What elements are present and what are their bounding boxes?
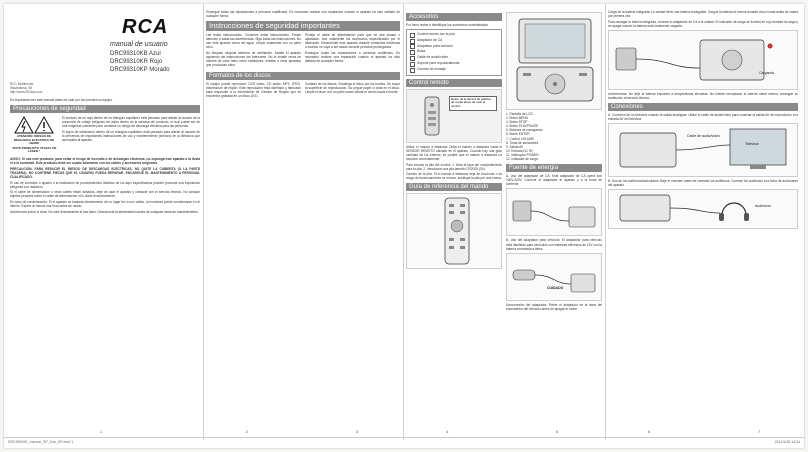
accessory-item: Soporte para reposacabezas [410,61,498,67]
page-divider [203,4,204,440]
page-number: 3 [356,429,359,434]
accessory-list [406,29,502,76]
paragraph: Cuidado de los discos: Sostenga el disco por los bordes. No toque la superficie de reproducción. No pegue papel ni cinta en el disco. Limpie el disco con un paño suave desde el centro hacia el borde. [305,81,400,95]
remote-buttons-figure [406,193,502,269]
paragraph: Si el cable de alimentación u otros cables están dañados, deje de usar el aparato y contacte con el servicio técnico. No coloque objetos pesados sobre el cable de alimentación ni lo doble excesivamente. [10,190,200,199]
caution-label: CUIDADO [547,285,564,290]
page-number: 4 [446,429,449,434]
section-header-disc-formats: Formatos de los discos [206,72,400,80]
headphones-icon [610,191,796,225]
dvd-player-icon [509,15,601,107]
battery-charging-figure [608,30,798,90]
paragraph: Proteja el cable de alimentación para que no sea pisado o aplastado. Use solamente los accesorios especificados por el fabricante. Desenchufe este aparato durante tormentas eléctricas o cuando no vaya a ser usado durante periodos prolongados. [305,33,400,50]
section-header-instructions: Instrucciones de seguridad importantes [206,21,400,31]
paragraph: El signo de admiración dentro de un triángulo equilátero está pensado para alertar al usuario de la presencia de importantes instrucciones de uso y mantenimiento (servicio) en la literatura que acompaña al aparato. [62,129,200,143]
checkbox-icon [410,50,415,55]
accessory-item: Control remoto con la pila [410,32,498,38]
panel-remote-unit [406,10,602,434]
brand-logo: RCA [122,16,169,38]
paragraph: A. Conexión de un televisor usando la salida analógica: Utilice el cable de audio/vídeo para conectar la salida AV del reproductor a la entrada AV del televisor. [608,113,798,122]
two-column-text [206,33,400,69]
section-header-power: Fuente de energía [506,164,602,172]
list-item: 11. Interruptor POWER [506,152,539,157]
accessory-item: Adaptador para vehículo [410,44,498,50]
paragraph: Desconexión del adaptador: Retire el adaptador de la toma del encendedor del vehículo antes de apagar el motor. [506,302,602,311]
car-adapter-figure [506,253,602,301]
section-header-precautions: Precauciones de seguridad [10,105,200,113]
av-cable-label: Cable de audio/vídeo [687,134,721,139]
list-item: 2. Botón MENU [506,116,529,121]
tv-label: Televisor [745,142,759,147]
paragraph: No bloquee ninguna abertura de ventilación. Instale el aparato siguiendo las instrucciones del fabricante. No lo instale cerca de fuentes de calor tales como radiadores, estufas u otros aparatos que produzcan calor. [206,51,301,68]
tv-connection-figure [608,123,798,177]
paragraph: Para recargar la batería integrada, conecte el adaptador de CA a la unidad. El indicador de carga se ilumina en rojo durante la carga y se apaga cuando la batería está totalmente cargada. [608,19,798,28]
manual-title: manual de usuario [110,41,168,48]
lightning-warning-icon [14,116,54,134]
warning-caption: ATENCIÓN: RIESGO DE DESCARGA ELÉCTRICA NO ABRIR [13,134,55,146]
paragraph: PRECAUCIÓN: PARA REDUCIR EL RIESGO DE DESCARGAS ELÉCTRICAS, NO QUITE LA CUBIERTA (O LA PARTE TRASERA). NO CONTIENE PIEZAS QUE EL USUARIO PUEDA REPARAR. ENCARGUE EL MANTENIMIENTO A PERSONAL CUALIFICADO. [10,166,200,179]
remote-diagram-icon [437,196,477,266]
paragraph: Encargue todas las reparaciones a personal cualificado. Es necesario realizar una reparación cuando el aparato ha sido dañado de cualquier forma. [305,51,400,64]
panel-safety [206,10,400,434]
page-divider [403,4,404,440]
paragraph: B. Uso de los audífonos/auriculares: Baje el volumen antes de conectar los audífonos. Conecte los audífonos a la toma de auriculares del aparato. [608,179,798,188]
paragraph: B. Uso del adaptador para vehículo: El adaptador para vehículo está diseñado para vehículos con sistemas eléctricos de 12V con la batería conectada a tierra. [506,238,602,251]
list-item: 8. Toma de auriculares [506,140,539,145]
ac-adapter-figure [506,188,602,236]
model-item: DRC99310KB Azul [110,51,161,57]
list-item: 9. Salida AV [506,144,524,149]
paragraph: Cambio de la pila: Si el mando a distancia deja de funcionar o su rango de funcionamiento se reduce, sustituya la pila por una nueva. [406,172,502,181]
page-number: 1 [100,429,103,434]
list-item: 10. Entrada DC 9V [506,148,533,153]
accessory-item: Bolsa [410,49,498,55]
list-item: 3. Botón STOP [506,120,528,125]
ac-adapter-icon [509,191,599,233]
cover-tagline: Es importante leer este manual antes de usar por vez primera su equipo. [10,98,113,102]
list-item: 7. Control VOLUME [506,136,535,141]
paragraph: En caso de condensación: Si el aparato se traslada directamente de un lugar frío a uno cálido, la humedad puede condensarse en el interior. Espere al menos una hora antes de usarlo. [10,199,200,208]
section-header-accessories: Accesorios [406,13,502,21]
address-line: Wauwatosa, WI [10,86,33,90]
paragraph: Advertencia sobre la vista: No mire directamente al haz láser. Desconecte la alimentación antes de cualquier tarea de mantenimiento. [10,209,199,214]
checkbox-icon [410,68,415,73]
footer-date: 2012/1/18 14:34 [774,440,800,444]
list-item: 1. Pantalla de LCD [506,112,533,116]
paragraph: El símbolo de un rayo dentro de un triángulo equilátero está pensado para alertar al usuario de la presencia de voltaje peligroso sin aislar dentro de la carcasa del producto, el cual puede ser de una magnitud suficiente para constituir un riesgo de descarga eléctrica para las personas. [62,116,200,129]
paragraph: Advertencias: No deje la batería expuesta a temperaturas elevadas. No intente reemplazar la batería usted mismo; encargue su sustitución al servicio técnico. [608,91,798,100]
paragraph: El equipo puede reproducir: DVD vídeo, CD audio, MP3, JPEG. Información de región: Este reproductor está diseñado y fabricado para responder a la Información de Gestión de Región que se encuentra grabada en un disco DVD. [206,81,301,99]
panel-battery-connections [608,10,798,434]
section-header-connections: Conexiones [608,103,798,111]
address-line: RCC Multimedia [10,82,34,86]
list-item: 12. Indicador de carga [506,157,538,162]
accessory-item: Correas de montaje [410,67,498,73]
headphones-label: Audífonos [755,204,771,209]
model-item: DRC99310KR Rojo [110,59,163,65]
page-divider [605,4,606,440]
print-footer [4,437,804,448]
checkbox-icon [410,56,415,61]
two-column-text [206,82,400,100]
checkbox-icon [410,44,415,49]
accessory-item: Cable de audio/vídeo [410,55,498,61]
manual-sheet [4,4,804,448]
page-number: 5 [556,429,559,434]
section-header-remote: Control remoto [406,79,502,87]
unit-diagram [506,12,602,110]
page-number: 6 [648,429,651,434]
paragraph: Encargue todas las reparaciones a personal cualificado. Es necesario realizar una reparación cuando el aparato ha sido dañado de cualquier forma. [206,10,400,19]
address-line: http://www.RCAav.com [10,90,43,94]
paragraph: Por favor revise e identifique los accesorios suministrados. [406,23,489,27]
car-adapter-icon [509,256,599,298]
remote-usage-figure [406,89,502,143]
list-item: 5. Botones de navegación [506,128,543,133]
warning-symbols [10,116,58,154]
paragraph: Utilice el mando a distancia: Dirija el mando a distancia hacia el SENSOR REMOTO ubicado en el aparato. Cuando hay una gran cantidad de luz exterior, es posible que el mando a distancia no funcione correctamente. [406,144,502,161]
charging-diagram-icon [610,32,796,86]
charging-label: Cargando [759,70,775,75]
paragraph: Carga de la batería integrada: La unidad tiene una batería recargable. Cargue la batería al menos durante cinco horas antes de usarla por primera vez. [608,10,798,19]
section-header-quick-guide: Guía de referencia del mando [406,183,502,191]
paragraph: A. Uso del adaptador de CA: Este adaptador de CA opera con 100V-240V. Conecte el adaptador al aparato y a la toma de corriente. [506,174,602,187]
model-item: DRC99310KP Morado [110,67,170,73]
checkbox-icon [410,62,415,67]
paragraph: Para colocar la pila del control: 1. Abra la tapa del compartimiento para la pila. 2. Introduzca una pila tamaño CR2025 (3V). [406,162,502,171]
company-address [10,82,200,94]
tv-connection-icon [610,125,796,173]
headphone-figure [608,189,798,229]
battery-note: Retire de la lámina de plástico de la pila antes de usar el control. [449,96,497,111]
panel-cover [10,10,200,434]
list-item: 4. Botón PLAY/PAUSE [506,124,539,129]
footer-file: DRC99310K_manual_SP_Sub_KR.indd 1 [8,440,74,444]
paragraph: AVISO: Si usa este producto, para evitar el riesgo de incendio o de descargas eléctricas, no exponga este aparato a la lluvia ni a la humedad. Este producto debe ser usado solamente con los cables y accesorios originales. [10,157,200,166]
model-list [110,50,200,74]
laser-warning: "ESTE PRODUCTO UTILIZA UN LÁSER." [11,145,57,154]
warning-block [10,116,200,154]
unit-parts-list [506,112,602,161]
checkbox-icon [410,33,415,38]
page-number: 7 [758,429,761,434]
paragraph: Lea estas instrucciones. Conserve estas instrucciones. Preste atención a todas las advertencias. Siga todas las instrucciones. No use este aparato cerca del agua. Limpie solamente con un paño seco. [206,33,301,50]
accessory-item: Adaptador de CA [410,38,498,44]
paragraph: El uso de controles o ajustes o la realización de procedimientos distintos de los aquí especificados pueden provocar una exposición peligrosa a la radiación. [10,180,200,189]
list-item: 6. Botón ENTER [506,132,530,137]
two-column-layout [406,10,602,312]
page-number: 2 [246,429,249,434]
checkbox-icon [410,39,415,44]
